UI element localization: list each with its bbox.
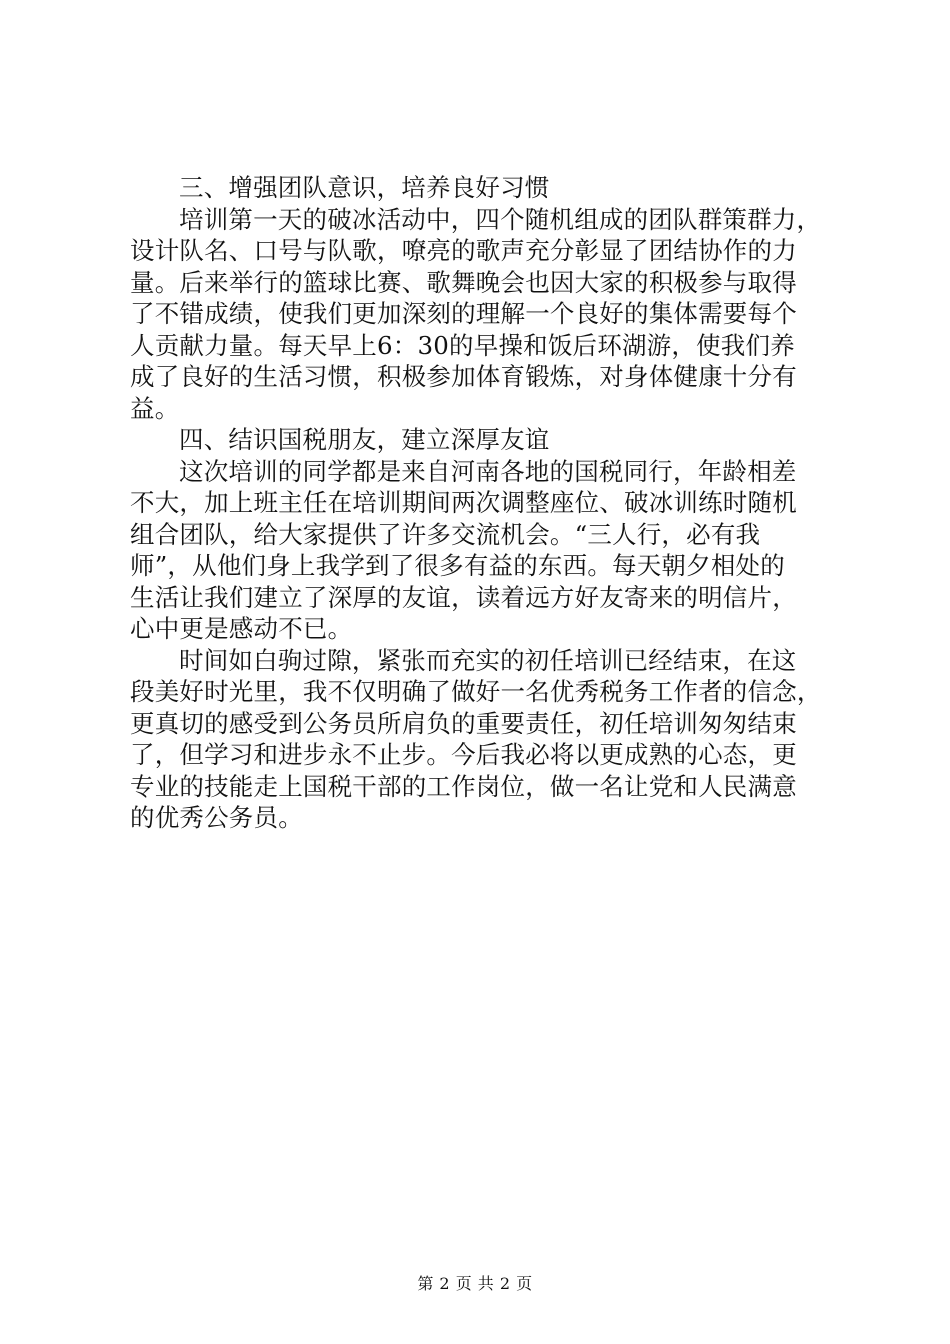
paragraph-line: 不大，加上班主任在培训期间两次调整座位、破冰训练时随机 (130, 488, 797, 517)
section-heading: 三、增强团队意识，培养良好习惯 (179, 173, 550, 202)
paragraph-line: 设计队名、口号与队歌，嘹亮的歌声充分彰显了团结协作的力 (130, 236, 797, 265)
paragraph-line: 了，但学习和进步永不止步。今后我必将以更成熟的心态，更 (130, 740, 797, 769)
paragraph-line: 的优秀公务员。 (130, 803, 303, 832)
paragraph-line: 益。 (130, 393, 180, 423)
paragraph-line: 成了良好的生活习惯，积极参加体育锻炼，对身体健康十分有 (130, 362, 797, 391)
paragraph-line: 更真切的感受到公务员所肩负的重要责任，初任培训匆匆结束 (130, 708, 797, 738)
paragraph-line: 段美好时光里，我不仅明确了做好一名优秀税务工作者的信念， (130, 677, 822, 706)
paragraph-line: 心中更是感动不已。 (130, 614, 353, 643)
paragraph-line: 人贡献力量。每天早上6：30的早操和饭后环湖游，使我们养 (130, 330, 795, 360)
document-body (130, 172, 855, 834)
paragraph-line: 这次培训的同学都是来自河南各地的国税同行，年龄相差 (179, 456, 797, 486)
paragraph-line: 了不错成绩，使我们更加深刻的理解一个良好的集体需要每个 (130, 299, 797, 328)
paragraph-line: 培训第一天的破冰活动中，四个随机组成的团队群策群力， (179, 204, 822, 234)
paragraph-line: 量。后来举行的篮球比赛、歌舞晚会也因大家的积极参与取得 (130, 267, 797, 297)
paragraph-line: 生活让我们建立了深厚的友谊，读着远方好友寄来的明信片， (130, 582, 797, 612)
section-heading: 四、结识国税朋友，建立深厚友谊 (179, 425, 550, 454)
paragraph-line: 组合团队，给大家提供了许多交流机会。“三人行，必有我 (130, 519, 761, 549)
paragraph-line: 时间如白驹过隙，紧张而充实的初任培训已经结束，在这 (179, 645, 797, 675)
page-number: 第 2 页 共 2 页 (417, 1274, 533, 1293)
paragraph-line: 师”，从他们身上我学到了很多有益的东西。每天朝夕相处的 (130, 551, 785, 580)
paragraph-line: 专业的技能走上国税干部的工作岗位，做一名让党和人民满意 (130, 771, 797, 801)
